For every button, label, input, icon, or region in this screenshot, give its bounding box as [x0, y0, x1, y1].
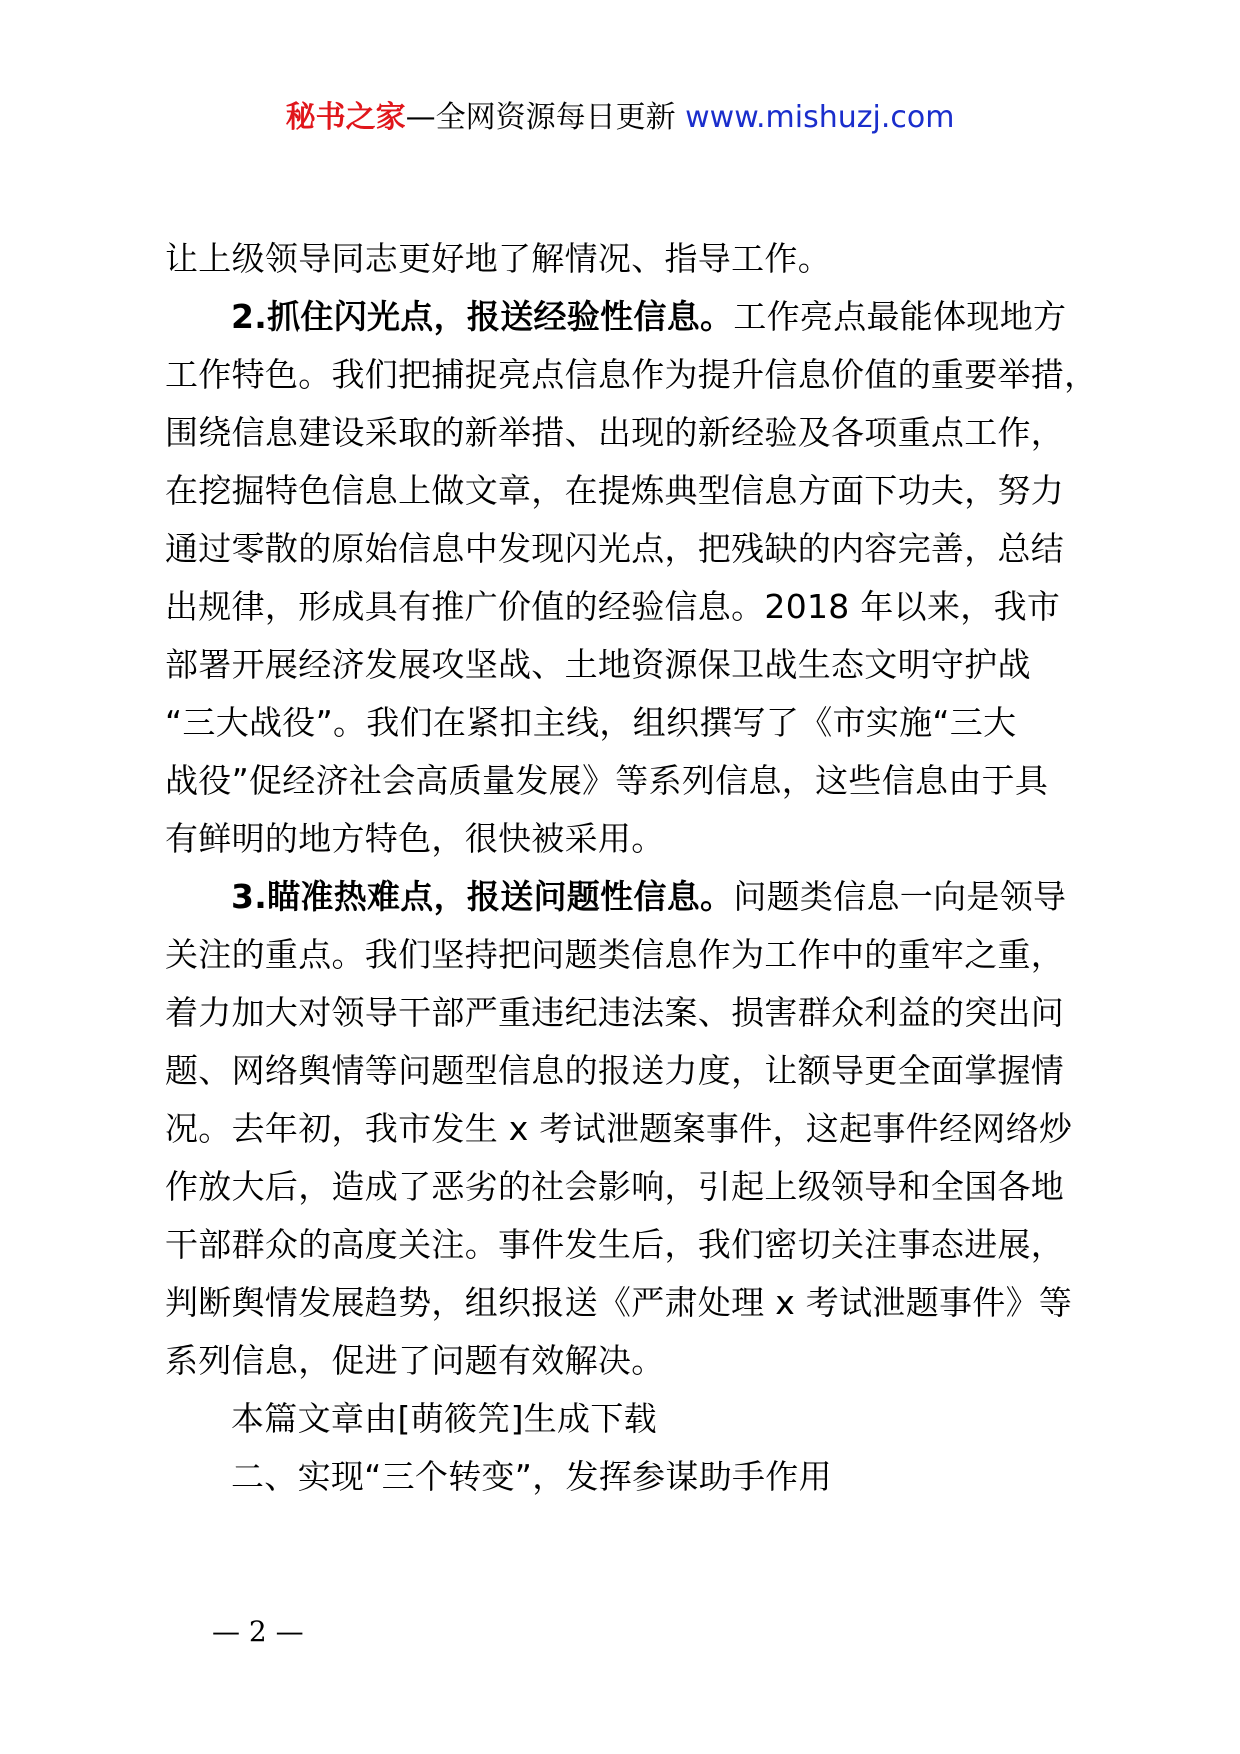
paragraph-line: 题、网络舆情等问题型信息的报送力度，让额导更全面掌握情 — [165, 1051, 1065, 1090]
paragraph-line: 作放大后，造成了恶劣的社会影响，引起上级领导和全国各地 — [165, 1167, 1065, 1206]
page-number: — 2 — — [212, 1615, 304, 1648]
paragraph-line: 在挖掘特色信息上做文章，在提炼典型信息方面下功夫，努力 — [165, 471, 1065, 510]
paragraph-line: 出规律，形成具有推广价值的经验信息。2018 年以来，我市 — [165, 587, 1061, 626]
section-title: 二、实现“三个转变”，发挥参谋助手作用 — [231, 1457, 832, 1496]
site-brand: 秘书之家 — [285, 100, 406, 135]
paragraph-line: 让上级领导同志更好地了解情况、指导工作。 — [165, 239, 831, 278]
paragraph-line: 判断舆情发展趋势，组织报送《严肃处理 x 考试泄题事件》等 — [165, 1283, 1073, 1322]
paragraph-line — [165, 288, 1105, 346]
paragraph-line: 通过零散的原始信息中发现闪光点，把残缺的内容完善，总结 — [165, 529, 1065, 568]
site-url: www.mishuzj.com — [685, 100, 955, 135]
paragraph-line: 部署开展经济发展攻坚战、土地资源保卫战生态文明守护战 — [165, 645, 1031, 684]
paragraph-line: 关注的重点。我们坚持把问题类信息作为工作中的重牢之重， — [165, 935, 1065, 974]
paragraph-line: 况。去年初，我市发生 x 考试泄题案事件，这起事件经网络炒 — [165, 1109, 1073, 1148]
paragraph-line: 工作特色。我们把捕捉亮点信息作为提升信息价值的重要举措， — [165, 355, 1098, 394]
site-tagline: —全网资源每日更新 — [405, 100, 686, 135]
paragraph-line: 围绕信息建设采取的新举措、出现的新经验及各项重点工作， — [165, 413, 1065, 452]
site-header — [0, 98, 1240, 138]
section-heading: 2.抓住闪光点，报送经验性信息。 — [231, 297, 734, 336]
paragraph-text: 问题类信息一向是领导 — [733, 877, 1067, 916]
paragraph-line: “三大战役”。我们在紧扣主线，组织撰写了《市实施“三大 — [165, 703, 1017, 742]
document-body — [165, 230, 1105, 1506]
paragraph-line — [165, 868, 1105, 926]
paragraph-line: 战役”促经济社会高质量发展》等系列信息，这些信息由于具 — [165, 761, 1049, 800]
paragraph-line: 有鲜明的地方特色，很快被采用。 — [165, 819, 665, 858]
section-heading: 3.瞄准热难点，报送问题性信息。 — [231, 877, 734, 916]
download-notice: 本篇文章由[萌筱笐]生成下载 — [231, 1399, 657, 1438]
paragraph-line: 干部群众的高度关注。事件发生后，我们密切关注事态进展， — [165, 1225, 1065, 1264]
paragraph-text: 工作亮点最能体现地方 — [733, 297, 1067, 336]
paragraph-line: 系列信息，促进了问题有效解决。 — [165, 1341, 665, 1380]
paragraph-line: 着力加大对领导干部严重违纪违法案、损害群众利益的突出问 — [165, 993, 1065, 1032]
